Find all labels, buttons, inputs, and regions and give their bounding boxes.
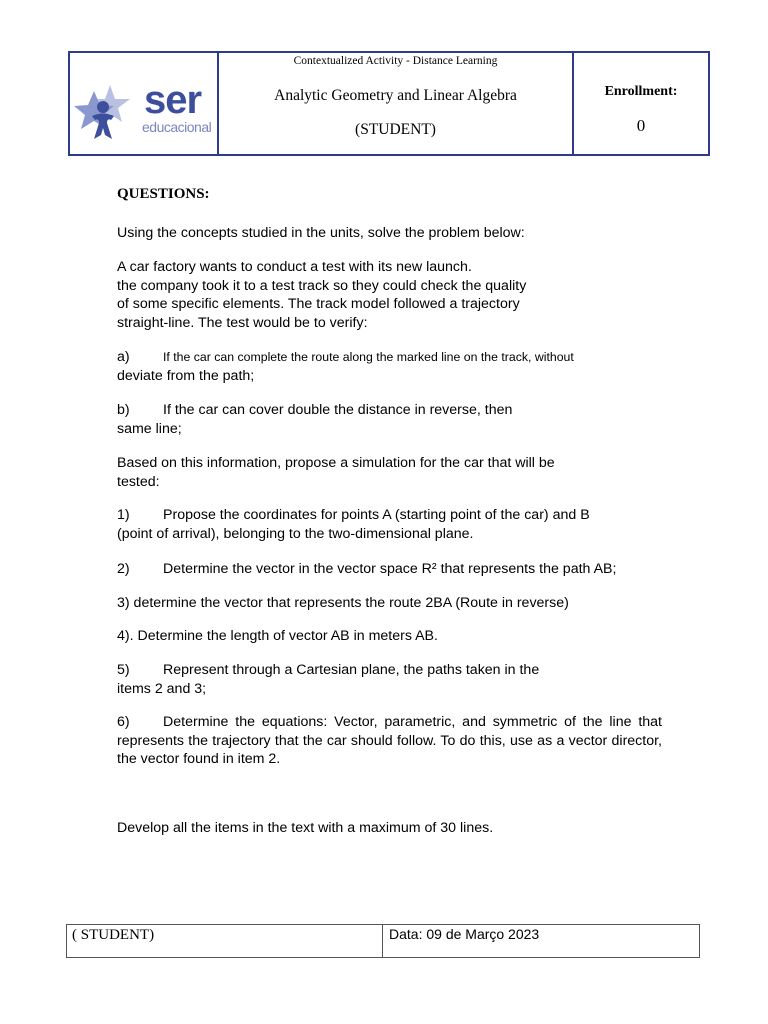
item-b-label: b) [117,402,130,418]
question-5-label: 5) [117,662,130,678]
item-a-line2: deviate from the path; [117,367,255,384]
question-6-label: 6) [117,714,130,730]
question-2-text: Determine the vector in the vector space R² that represents the path AB; [163,561,617,577]
header-table [68,51,710,156]
based-on-line: tested: [117,473,160,490]
question-1-line2: (point of arrival), belonging to the two-dimensional plane. [117,525,474,542]
footer-student: ( STUDENT) [67,925,383,957]
logo-subtitle: educacional [142,119,212,135]
based-on-line: Based on this information, propose a simulation for the car that will be [117,455,555,471]
question-5-line1: Represent through a Cartesian plane, the paths taken in the [163,662,540,678]
enrollment-value: 0 [636,116,646,135]
problem-line: of some specific elements. The track model followed a trajectory [117,296,520,312]
question-2-label: 2) [117,561,130,577]
develop-instruction: Develop all the items in the text with a maximum of 30 lines. [117,820,494,836]
logo-wordmark: ser [144,78,202,122]
student-label: (STUDENT) [355,121,436,138]
questions-heading: QUESTIONS: [117,186,210,202]
item-a-line1: If the car can complete the route along the marked line on the track, without [163,350,574,364]
item-a-label: a) [117,349,130,365]
context-label: Contextualized Activity - Distance Learning [293,55,498,67]
course-title: Analytic Geometry and Linear Algebra [274,87,517,104]
enrollment-label: Enrollment: [604,84,678,99]
problem-line: A car factory wants to conduct a test with its new launch. [117,259,472,275]
item-b-line1: If the car can cover double the distance in reverse, then [163,402,513,418]
item-b [117,401,649,438]
footer-table [66,924,700,958]
question-6 [117,713,662,769]
based-on-paragraph [117,454,649,491]
logo-cell [70,53,219,154]
question-3: 3) determine the vector that represents the route 2BA (Route in reverse) [117,595,569,611]
question-4: 4). Determine the length of vector AB in meters AB. [117,628,438,644]
item-a [117,348,649,385]
problem-line: the company took it to a test track so they could check the quality [117,277,527,294]
question-1 [117,506,649,543]
problem-paragraph [117,258,649,332]
question-1-label: 1) [117,507,130,523]
question-1-line1: Propose the coordinates for points A (starting point of the car) and B [163,507,590,523]
star-figure-logo-icon [74,83,140,141]
question-2 [117,560,649,579]
item-b-line2: same line; [117,420,182,437]
intro-paragraph: Using the concepts studied in the units, solve the problem below: [117,225,525,241]
question-5 [117,661,649,698]
enrollment-cell [574,53,708,154]
problem-line: straight-line. The test would be to verify: [117,314,368,331]
title-cell [219,53,574,154]
question-6-text: Determine the equations: Vector, parametric, and symmetric of the line that represents the trajectory that the car should follow. To do this, use as a vector director, the vector found in item 2. [117,714,662,767]
question-5-line2: items 2 and 3; [117,680,207,697]
footer-date: Data: 09 de Março 2023 [389,926,540,942]
